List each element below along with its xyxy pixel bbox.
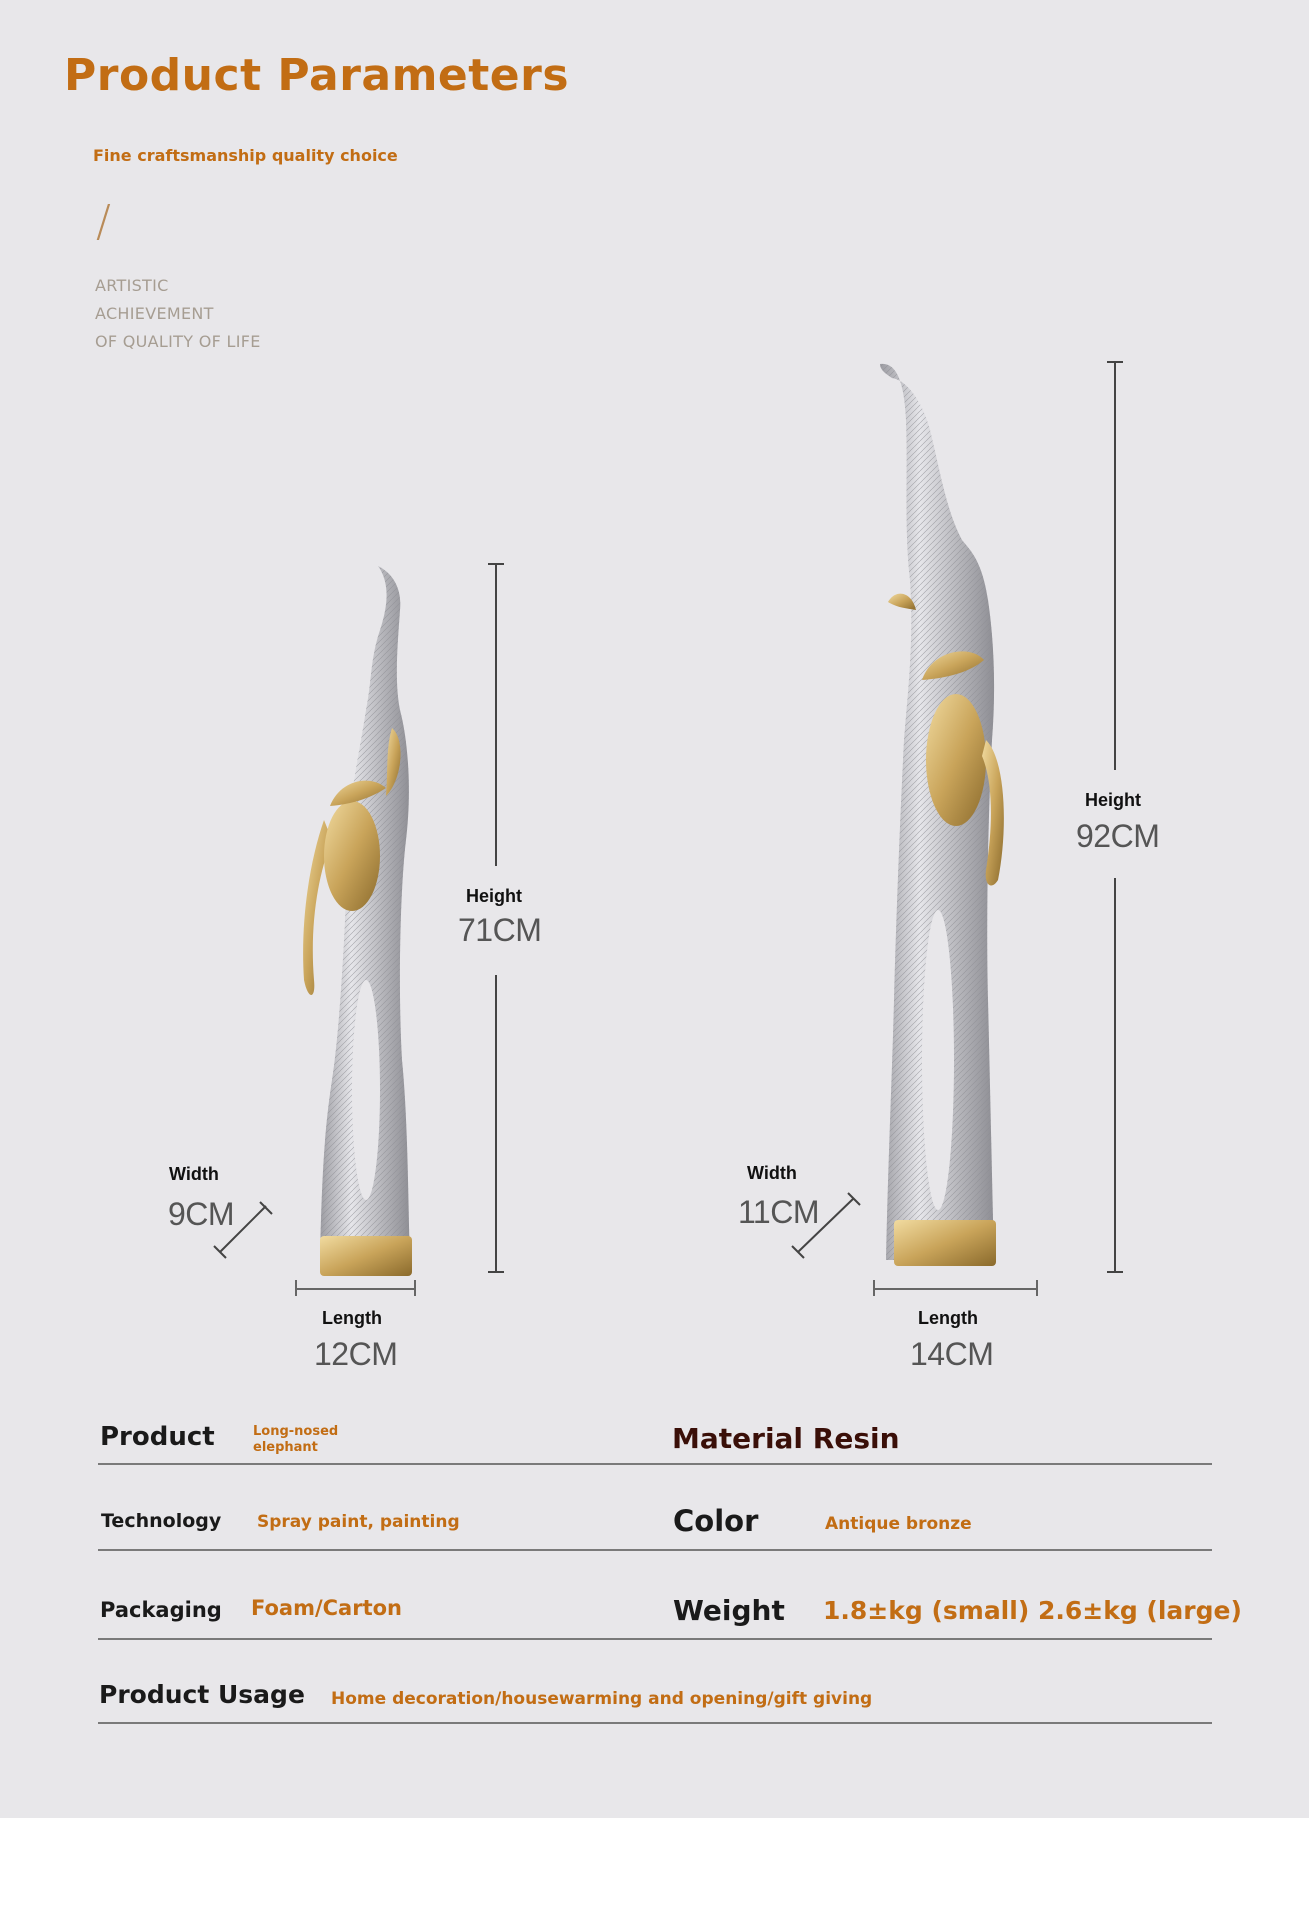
motto-line-3: OF QUALITY OF LIFE [95, 332, 261, 351]
spec-weight-value: 1.8±kg (small) 2.6±kg (large) [823, 1596, 1242, 1625]
small-height-cap-top [488, 563, 504, 565]
large-height-line-bottom [1114, 878, 1116, 1272]
motto [95, 272, 261, 356]
motto-line-2: ACHIEVEMENT [95, 304, 214, 323]
small-length-line [295, 1288, 415, 1290]
small-length-value: 12CM [314, 1336, 398, 1372]
spec-packaging-value: Foam/Carton [251, 1596, 402, 1620]
large-length-value: 14CM [910, 1336, 994, 1372]
small-length-label: Length [322, 1308, 382, 1328]
small-width-arrow [210, 1198, 276, 1262]
spec-product-value: Long-nosed elephant [253, 1424, 339, 1455]
spec-color-key: Color [673, 1504, 759, 1538]
small-length-cap-left [295, 1280, 297, 1296]
spec-packaging-key: Packaging [100, 1598, 222, 1622]
small-elephant-statue-image [290, 560, 430, 1280]
spec-technology-key: Technology [101, 1510, 222, 1532]
decorative-slash: / [96, 196, 111, 247]
large-elephant-statue-image [866, 360, 1026, 1280]
spec-weight-key: Weight [673, 1594, 785, 1627]
small-length-cap-right [414, 1280, 416, 1296]
page-subtitle: Fine craftsmanship quality choice [93, 146, 398, 165]
page-title: Product Parameters [64, 50, 570, 101]
motto-line-1: ARTISTIC [95, 276, 169, 295]
small-height-value: 71CM [458, 912, 542, 948]
large-width-value: 11CM [738, 1194, 819, 1230]
large-length-line [873, 1288, 1037, 1290]
large-width-arrow [788, 1190, 864, 1262]
small-width-label: Width [169, 1164, 219, 1184]
spec-technology-value: Spray paint, painting [257, 1512, 460, 1532]
large-length-cap-left [873, 1280, 875, 1296]
large-height-label: Height [1085, 790, 1141, 810]
spec-usage-key: Product Usage [99, 1680, 305, 1709]
spec-row-divider-3 [98, 1638, 1212, 1640]
spec-row-divider-2 [98, 1549, 1212, 1551]
spec-material: Material Resin [672, 1422, 900, 1455]
large-length-label: Length [918, 1308, 978, 1328]
large-length-cap-right [1036, 1280, 1038, 1296]
spec-color-value: Antique bronze [825, 1514, 972, 1534]
spec-row-divider-4 [98, 1722, 1212, 1724]
large-height-line-top [1114, 362, 1116, 770]
small-width-value: 9CM [168, 1196, 235, 1232]
spec-row-divider-1 [98, 1463, 1212, 1465]
large-height-cap-top [1107, 361, 1123, 363]
spec-usage-value: Home decoration/housewarming and opening/gift giving [331, 1689, 873, 1709]
large-width-label: Width [747, 1163, 797, 1183]
small-height-label: Height [466, 886, 522, 906]
large-height-value: 92CM [1076, 818, 1160, 854]
small-height-line-top [495, 563, 497, 866]
small-height-line-bottom [495, 975, 497, 1272]
small-height-cap-bottom [488, 1271, 504, 1273]
spec-product-key: Product [100, 1422, 215, 1452]
large-height-cap-bottom [1107, 1271, 1123, 1273]
